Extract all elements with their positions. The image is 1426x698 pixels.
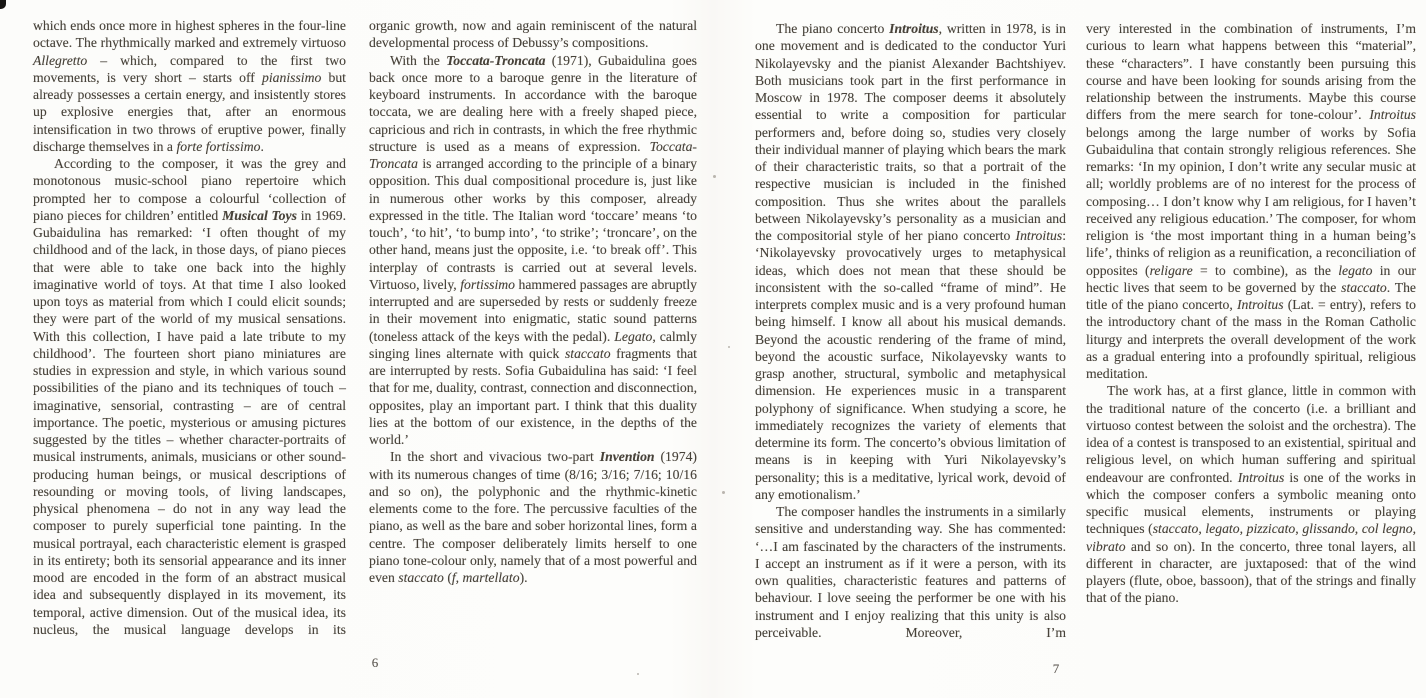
page-number-left: 6 [371, 655, 379, 670]
paragraph: According to the composer, it was the grey and monotonous music-school piano repertoire which prompted her to compose a colourful ‘collection of piano pieces for children’ entitled Musical Toys in 1969. Gubaidulina has remarked: ‘I often thought of my childhood and of the lack, in those days, of piano pieces that were able to take one back into the highly imaginative world of toys. At that time I also looked upon toys as material from which I could elicit sounds; they were part of the world of my musical sensations. With this collection, I have paid a late tribute to my childhood’. The fourteen short piano miniatures are studies in expression and style, in which various sound possibilities of the piano and its techniques of touch – imaginative, sensorial, contrasting – are of central importance. The poetic, mysterious or amusing pictures suggested by the titles – whether character-portraits of musical instruments, animals, musicians or other sound-producing human beings, or musical descriptions of resounding or moving tools, of living landscapes, physical phenomena – do not in any way lead the composer to purely superficial tone painting. In the musical portrayal, each characteristic element is grasped in its entirety; both its sensorial appearance and its inner mood are encoded in the form of an abstract musical idea and subsequently displayed in its movement, its temporal, active dimension. Out of the musical idea, its nucleus, the musical language develops in its [33, 156, 347, 637]
paragraph: The piano concerto Introitus, written in 1978, is in one movement and is dedicated to the conductor Yuri Nikolayevsky and the pianist Alexander Bachtshiyev. Both musicians took part in the first performance in Moscow in 1978. The composer deems it absolutely essential to write a composition for particular performers and, before doing so, studies very closely their individual manner of playing which bears the mark of their characteristic traits, so that a portrait of the respective musician is included in the finished composition. Thus she writes about the parallels between Nikolayevsky’s personality as a musician and the compositorial style of her piano concerto Introitus: ‘Nikolayevsky provocatively urges to metaphysical ideas, which does not mean that these should be inconsistent with the so-called “frame of mind”. He interprets complex music and is a very profound human being himself. I know all about his musical demands. Beyond the acoustic rendering of the frame of mind, beyond the acoustic surface, Nikolayevsky wants to grasp another, structural, symbolic and metaphysical dimension. He experiences music in a transparent polyphony of significance. When studying a score, he immediately recognizes the variety of elements that determine its form. The concerto’s obvious limitation of means is in keeping with Yuri Nikolayevsky’s personality; this is a meditative, lyrical work, devoid of any emotionalism.’ [755, 21, 1066, 502]
paragraph: which ends once more in highest spheres in the four-line octave. The rhythmically marked and extremely virtuoso Allegretto – which, compared to the first two movements, is very short – starts off pianissimo but already possesses a certain energy, and insistently stores up explosive energies that, after an enormous intensification in two throws of eruptive power, finally discharge themselves in a forte fortissimo. [33, 18, 346, 154]
paragraph: The composer handles the instruments in a similarly sensitive and understanding way. She has commented: ‘…I am fascinated by the characters of the instruments. I accept an instrument as if it were a person, with its own qualities, characteristic features and patterns of behaviour. I love seeing the performer be one with his instrument and I enjoy realizing that this unity is also perceivable. Moreover, I’m [755, 504, 1066, 640]
paragraph: very interested in the combination of instruments, I’m curious to learn what happens between this “material”, these “characters”. I have constantly been pursuing this course and have been looking for sounds arising from the relationship between the instruments. Maybe this course differs from the mere search for tone-colour’. Introitus belongs among the large number of works by Sofia Gubaidulina that contain strongly religious references. She remarks: ‘In my opinion, I don’t write any secular music at all; worldly problems are of no interest for the process of composing… I don’t know why I am religious, for I haven’t received any religious education.’ The composer, for whom religion is ‘the most important thing in a human being’s life’, thinks of religion as a reunification, a reconciliation of opposites (religare = to combine), as the legato in our hectic lives that seem to be governed by the staccato. The title of the piano concerto, Introitus (Lat. = entry), refers to the introductory chant of the mass in the Roman Catholic liturgy and interprets the overall development of the work as a gradual entering into a profoundly spiritual, religious meditation. [1086, 21, 1417, 381]
text-column-2 [369, 17, 697, 586]
page-right [713, 0, 1426, 698]
scan-artifact [713, 175, 716, 178]
scan-artifact [722, 491, 725, 494]
paragraph: With the Toccata-Troncata (1971), Gubaidulina goes back once more to a baroque genre in the literature of keyboard instruments. In accordance with the baroque toccata, we are dealing here with a freely shaped piece, capricious and rich in contrasts, in which the free rhythmic structure is used as a means of expression. Toccata-Troncata is arranged according to the principle of a binary opposition. This dual compositional procedure is, just like in numerous other works by this composer, already expressed in the title. The Italian word ‘toccare’ means ‘to touch’, ‘to hit’, ‘to bump into’, ‘to strike’; ‘troncare’, on the other hand, means just the opposite, i.e. ‘to break off’. This interplay of contrasts is carried out at several levels. Virtuoso, lively, fortissimo hammered passages are abruptly interrupted and are superseded by rests or suddenly freeze in their movement into enigmatic, static sound patterns (toneless attack of the keys with the pedal). Legato, calmly singing lines alternate with quick staccato fragments that are interrupted by rests. Sofia Gubaidulina has said: ‘I feel that for me, duality, contrast, connection and disconnection, opposites, play an important part. I think that this duality lies at the bottom of our existence, in the depths of the world.’ [369, 52, 698, 447]
text-column-3 [755, 20, 1066, 641]
page-number-right: 7 [1052, 661, 1060, 676]
scan-artifact [637, 673, 639, 675]
paragraph: In the short and vivacious two-part Invention (1974) with its numerous changes of time (8/16; 3/16; 7/16; 10/16 and so on), the polyphonic and the rhythmic-kinetic elements come to the fore. The percussive faculties of the piano, as well as the bare and sober horizontal lines, form a centre. The composer deliberately limits herself to one piano tone-colour only, namely that of a most powerful and even staccato (f, martellato). [369, 449, 697, 585]
text-column-1 [33, 17, 346, 638]
paragraph: The work has, at a first glance, little in common with the traditional nature of the concerto (i.e. a brilliant and virtuoso contest between the soloist and the orchestra). The idea of a contest is transposed to an existential, spiritual and religious level, on which human suffering and spiritual endeavour are confronted. Introitus is one of the works in which the composer confers a symbolic meaning onto specific musical elements, instruments or playing techniques (staccato, legato, pizzicato, glissando, col legno, vibrato and so on). In the concerto, three tonal layers, all different in character, are juxtaposed: that of the wind players (flute, oboe, bassoon), that of the strings and finally that of the piano. [1086, 383, 1416, 606]
scan-artifact [728, 346, 730, 348]
text-column-4 [1086, 20, 1416, 607]
paragraph: organic growth, now and again reminiscent of the natural developmental process of Debussy’s compositions. [369, 18, 697, 51]
